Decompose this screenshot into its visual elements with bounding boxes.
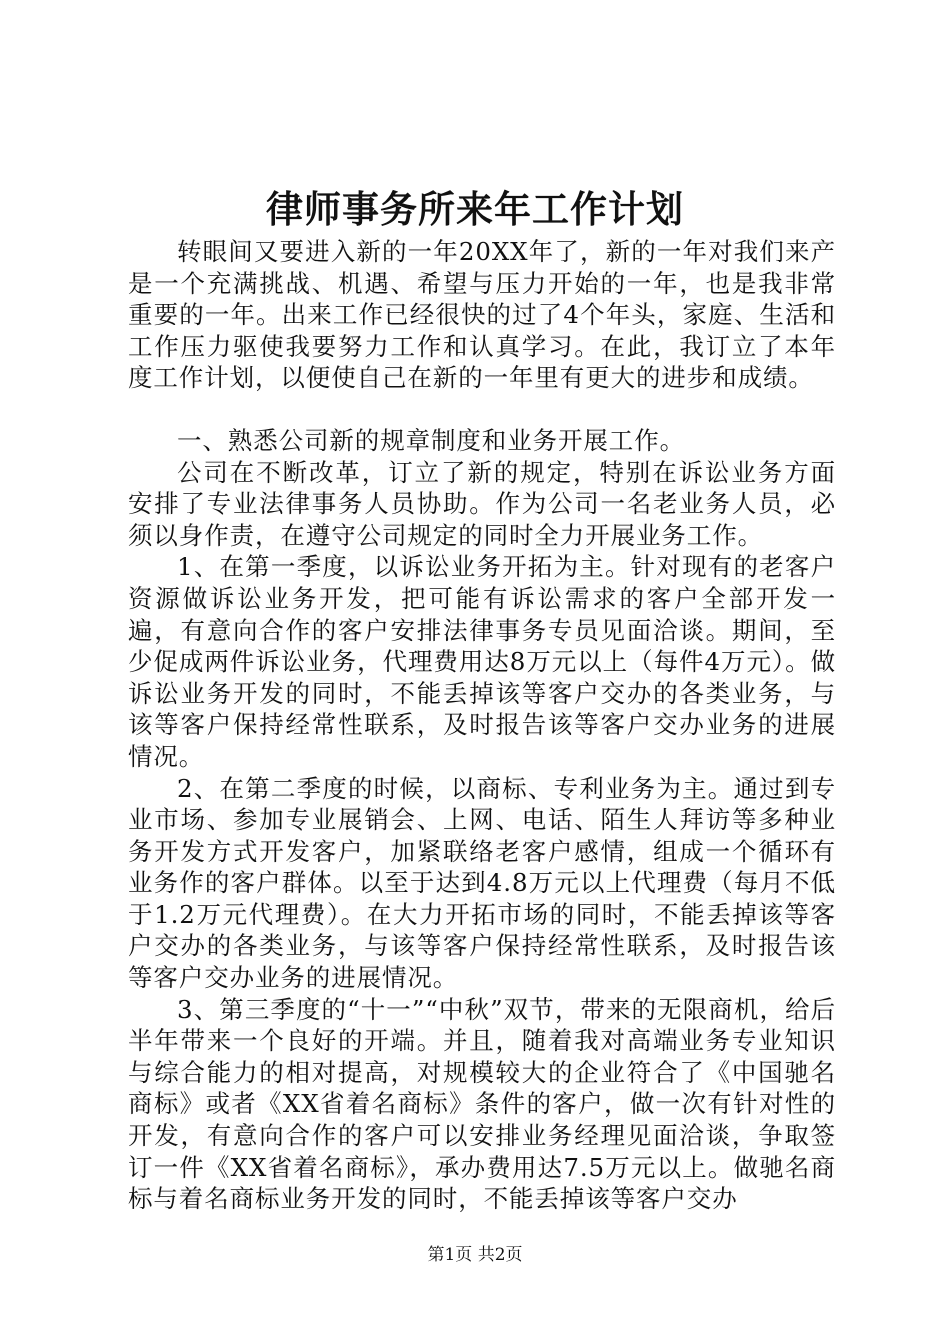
intro-paragraph: 转眼间又要进入新的一年20XX年了，新的一年对我们来产是一个充满挑战、机遇、希望与压力开始的一年，也是我非常重要的一年。出来工作已经很快的过了4个年头，家庭、生活和工作压力驱使我要努力工作和认真学习。在此，我订立了本年度工作计划，以便使自己在新的一年里有更大的进步和成绩。 bbox=[128, 237, 836, 393]
q1-plan-paragraph: 1、在第一季度，以诉讼业务开拓为主。针对现有的老客户资源做诉讼业务开发，把可能有诉讼需求的客户全部开发一遍，有意向合作的客户安排法律事务专员见面洽谈。期间，至少促成两件诉讼业务，代理费用达8万元以上（每件4万元）。做诉讼业务开发的同时，不能丢掉该等客户交办的各类业务，与该等客户保持经常性联系，及时报告该等客户交办业务的进展情况。 bbox=[128, 552, 836, 771]
q3-plan-paragraph: 3、第三季度的“十一”“中秋”双节，带来的无限商机，给后半年带来一个良好的开端。并且，随着我对高端业务专业知识与综合能力的相对提高，对规模较大的企业符合了《中国驰名商标》或者《XX省着名商标》条件的客户，做一次有针对性的开发，有意向合作的客户可以安排业务经理见面洽谈，争取签订一件《XX省着名商标》，承办费用达7.5万元以上。做驰名商标与着名商标业务开发的同时，不能丢掉该等客户交办 bbox=[128, 994, 836, 1214]
section-paragraph: 公司在不断改革，订立了新的规定，特别在诉讼业务方面安排了专业法律事务人员协助。作为公司一名老业务人员，必须以身作责，在遵守公司规定的同时全力开展业务工作。 bbox=[128, 457, 836, 550]
q2-plan-paragraph: 2、在第二季度的时候，以商标、专利业务为主。通过到专业市场、参加专业展销会、上网、电话、陌生人拜访等多种业务开发方式开发客户，加紧联络老客户感情，组成一个循环有业务作的客户群体。以至于达到4.8万元以上代理费（每月不低于1.2万元代理费）。在大力开拓市场的同时，不能丢掉该等客户交办的各类业务，与该等客户保持经常性联系，及时报告该等客户交办业务的进展情况。 bbox=[128, 773, 836, 993]
document-body bbox=[128, 236, 836, 1215]
document-title: 律师事务所来年工作计划 bbox=[266, 187, 684, 231]
section-heading: 一、熟悉公司新的规章制度和业务开展工作。 bbox=[177, 425, 685, 455]
paragraph-spacer bbox=[128, 394, 836, 425]
page-footer: 第1页 共2页 bbox=[427, 1245, 523, 1265]
